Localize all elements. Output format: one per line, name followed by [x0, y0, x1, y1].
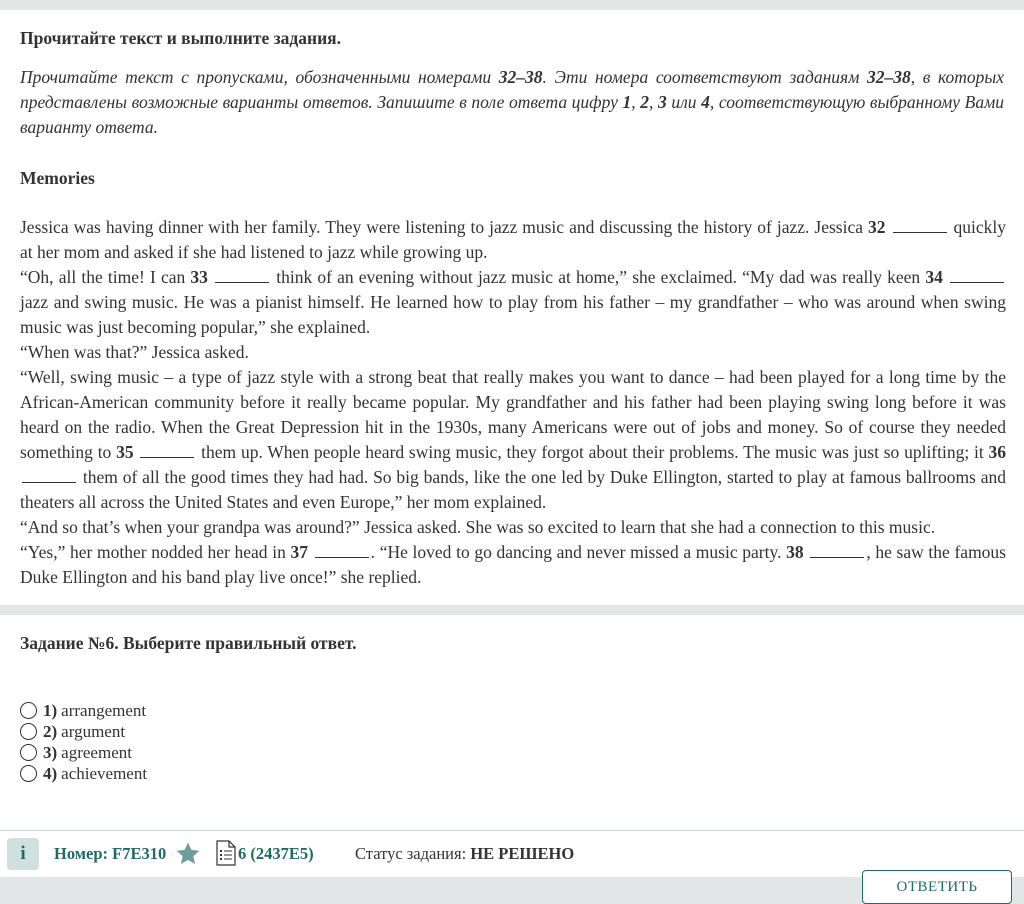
gap-blank — [893, 219, 947, 233]
radio-button[interactable] — [20, 765, 37, 782]
gap-blank — [140, 444, 194, 458]
radio-button[interactable] — [20, 723, 37, 740]
passage-title: Memories — [20, 168, 95, 188]
option-1[interactable]: 1) arrangement — [20, 700, 147, 721]
passage-paragraph: “Yes,” her mother nodded her head in 37 . “He loved to go dancing and never missed a music party. 38 , he saw the famous Duke Ellington and his band play live once!” she replied. — [20, 542, 1006, 587]
passage-paragraph: Jessica was having dinner with her family. They were listening to jazz music and discussing the history of jazz. Jessica 32 quickly at her mom and asked if she had listened to jazz while growing up. — [20, 217, 1006, 262]
gap-blank — [215, 269, 269, 283]
option-3[interactable]: 3) agreement — [20, 742, 147, 763]
option-2[interactable]: 2) argument — [20, 721, 147, 742]
page-title: Прочитайте текст и выполните задания. — [20, 28, 342, 48]
variant-link[interactable]: 6 (2437E5) — [238, 844, 314, 863]
document-list-icon[interactable] — [215, 840, 237, 866]
gap-blank — [950, 269, 1004, 283]
radio-button[interactable] — [20, 744, 37, 761]
passage-paragraph: “When was that?” Jessica asked. — [20, 342, 249, 362]
radio-button[interactable] — [20, 702, 37, 719]
gap-blank — [810, 544, 864, 558]
option-4[interactable]: 4) achievement — [20, 763, 147, 784]
task-status: Статус задания: НЕ РЕШЕНО — [355, 844, 575, 863]
passage-text — [20, 215, 1006, 590]
task-number: Номер: F7E310 — [54, 844, 167, 863]
info-button[interactable]: i — [7, 838, 39, 870]
answer-button[interactable]: ОТВЕТИТЬ — [862, 870, 1012, 904]
gap-blank — [315, 544, 369, 558]
passage-paragraph: “Well, swing music – a type of jazz style with a strong beat that really makes you want to dance – had been played for a long time by the African-American community before it really became popular. My grandfather and his father had been playing swing long before it was heard on the radio. When the Great Depression hit in the 1930s, many Americans were out of jobs and money. So of course they needed something to 35 them up. When people heard swing music, they forgot about their problems. The music was just so uplifting; it 36 them of all the good times they had had. So big bands, like the one led by Duke Ellington, started to play at famous ballrooms and theaters all across the United States and even Europe,” her mom explained. — [20, 367, 1007, 512]
task-title: Задание №6. Выберите правильный ответ. — [20, 633, 357, 653]
answer-options — [20, 700, 147, 784]
gap-blank — [22, 469, 76, 483]
passage-paragraph: “Oh, all the time! I can 33 think of an evening without jazz music at home,” she exclaimed. “My dad was really keen 34 jazz and swing music. He was a pianist himself. He learned how to play from his father – my grandfather – who was around when swing music was just becoming popular,” she explained. — [20, 267, 1006, 337]
passage-paragraph: “And so that’s when your grandpa was around?” Jessica asked. She was so excited to learn that she had a connection to this music. — [20, 517, 936, 537]
instruction-text: Прочитайте текст с пропусками, обозначенными номерами 32–38. Эти номера соответствуют заданиям 32–38, в которых представлены возможные варианты ответов. Запишите в поле ответа цифру 1, 2, 3 или 4, соответствующую выбранному Вами варианту ответа. — [20, 67, 1005, 137]
star-icon[interactable] — [174, 840, 202, 868]
